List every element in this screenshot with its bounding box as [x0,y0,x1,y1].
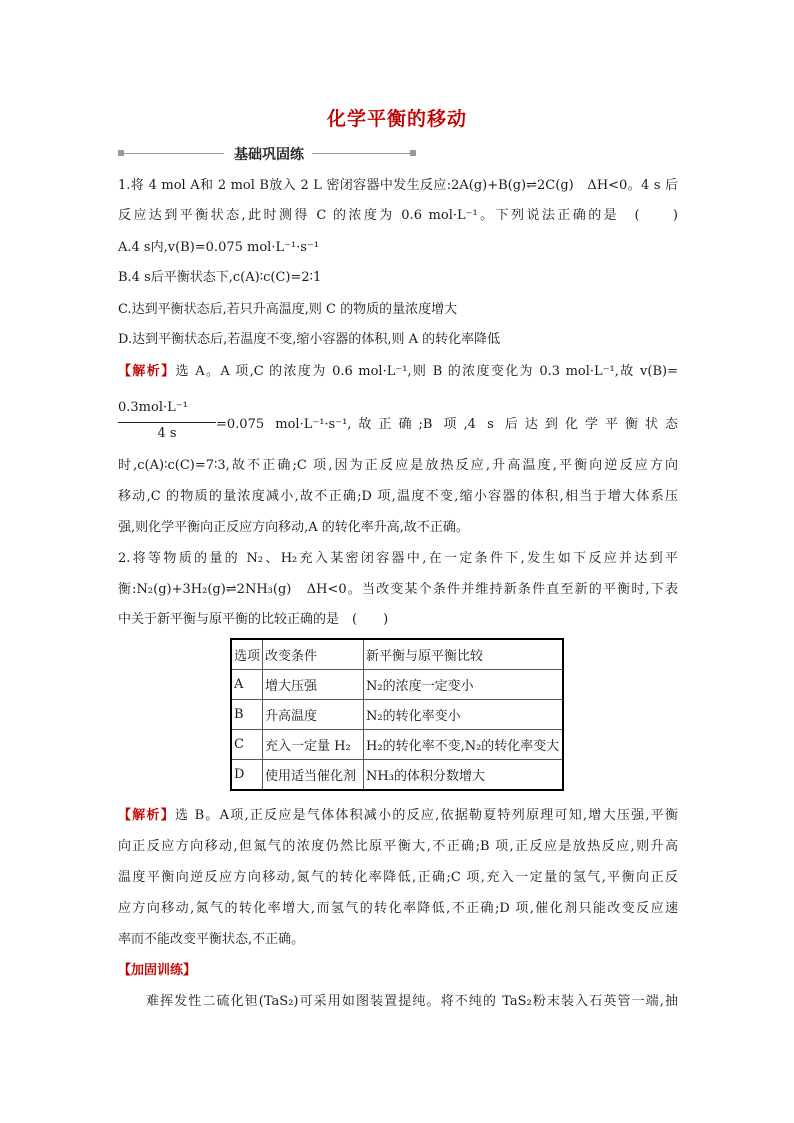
a1-line-1-text: 选 A。A 项,C 的浓度为 0.6 mol·L⁻¹,则 B 的浓度变化为 0.3 mol·L⁻¹,故 v(B)= [175,364,678,379]
a2-line-2: 向正反应方向移动,但氮气的浓度仍然比原平衡大,不正确;B 项,正反应是放热反应,则升高 [118,839,678,854]
extra-heading [118,961,678,981]
table-row [231,760,563,791]
a2-line-1-text: 选 B。A项,正反应是气体体积减小的反应,依据勒夏特列原理可知,增大压强,平衡 [175,808,678,823]
extra-line-1: 难挥发性二硫化钽(TaS₂)可采用如图装置提纯。将不纯的 TaS₂粉末装入石英管一端,抽 [146,994,678,1009]
q2-line-1: 2.将等物质的量的 N₂、H₂充入某密闭容器中,在一定条件下,发生如下反应并达到平 [118,551,678,566]
a1-fraction-denominator: 4 s [157,426,177,441]
table-header-cell: 选项 [231,639,263,670]
table-row [231,700,563,730]
table-cell: 使用适当催化剂 [263,760,364,791]
a1-line-1 [118,362,678,382]
table-row [231,730,563,760]
a1-fraction-numerator: 0.3mol·L⁻¹ [118,400,188,415]
table-cell: A [231,670,263,700]
table-cell: C [231,730,263,760]
a2-line-4: 应方向移动,氮气的转化率增大,而氢气的转化率降低,不正确;D 项,催化剂只能改变反应速 [118,901,678,916]
a2-line-5: 率而不能改变平衡状态,不正确。 [118,932,305,947]
q1-line-2: 反应达到平衡状态,此时测得 C 的浓度为 0.6 mol·L⁻¹。下列说法正确的是 ( ) [118,208,678,223]
q1-option-a: A.4 s内,v(B)=0.075 mol·L⁻¹·s⁻¹ [118,240,320,255]
q2-line-2: 衡:N₂(g)+3H₂(g)⇌2NH₃(g) ΔH<0。当改变某个条件并维持新条件直至新的平衡时,下表 [118,582,678,597]
table-cell: 增大压强 [263,670,364,700]
a1-line-4: 移动,C 的物质的量浓度减小,故不正确;D 项,温度不变,缩小容器的体积,相当于增大体系压 [118,489,678,504]
section-rule-right [312,153,410,154]
section-rule-left [124,153,224,154]
section-label: 基础巩固练 [234,147,304,163]
q1-line-1: 1.将 4 mol A和 2 mol B放入 2 L 密闭容器中发生反应:2A(g)+B(g)⇌2C(g) ΔH<0。4 s 后 [118,178,678,193]
table-row [231,670,563,700]
q2-line-3: 中关于新平衡与原平衡的比较正确的是 ( ) [118,612,389,627]
a1-line-5: 强,则化学平衡向正反应方向移动,A 的转化率升高,故不正确。 [118,520,469,535]
table-cell: N₂的浓度一定变小 [364,670,563,700]
table-cell: N₂的转化率变小 [364,700,563,730]
q2-options-table [230,638,564,791]
table-cell: NH₃的体积分数增大 [364,760,563,791]
table-cell: 充入一定量 H₂ [263,730,364,760]
a1-line-3: 时,c(A)∶c(C)=7∶3,故不正确;C 项,因为正反应是放热反应,升高温度,平衡向逆反应方向 [118,458,678,473]
table-cell: D [231,760,263,791]
q1-option-c: C.达到平衡状态后,若只升高温度,则 C 的物质的量浓度增大 [118,302,458,317]
a2-tag: 【解析】 [118,808,175,823]
a1-tag: 【解析】 [118,364,176,379]
a1-line-2: =0.075 mol·L⁻¹·s⁻¹,故正确;B 项,4 s 后达到化学平衡状态 [216,417,678,432]
extra-tag: 【加固训练】 [118,963,197,978]
a2-line-1 [118,806,678,826]
table-header-cell: 新平衡与原平衡比较 [364,639,563,670]
table-header-cell: 改变条件 [263,639,364,670]
a2-line-3: 温度平衡向逆反应方向移动,氮气的转化率降低,正确;C 项,充入一定量的氢气,平衡向正反 [118,870,678,885]
table-cell: 升高温度 [263,700,364,730]
section-header [118,144,418,164]
q1-option-d: D.达到平衡状态后,若温度不变,缩小容器的体积,则 A 的转化率降低 [118,332,501,347]
table-cell: B [231,700,263,730]
table-cell: H₂的转化率不变,N₂的转化率变大 [364,730,563,760]
section-rule-right-dot [410,150,416,156]
q1-option-b: B.4 s后平衡状态下,c(A)∶c(C)=2∶1 [118,270,322,285]
a1-fraction-bar [118,422,216,423]
table-header-row [231,639,563,670]
page-title: 化学平衡的移动 [326,108,467,130]
